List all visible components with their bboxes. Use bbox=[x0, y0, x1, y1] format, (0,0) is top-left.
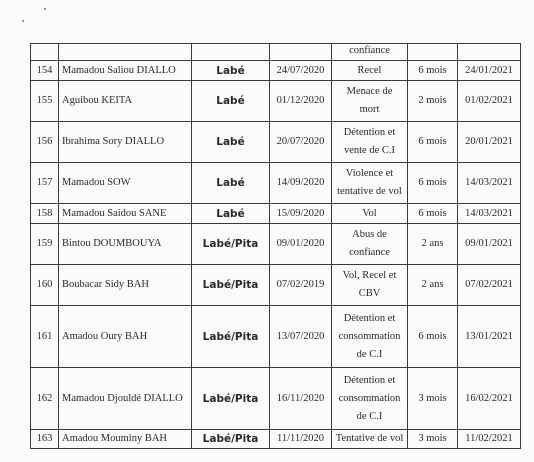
name-cell: Bintou DOUMBOUYA bbox=[59, 224, 192, 265]
duration-cell: 6 mois bbox=[408, 306, 458, 368]
name-cell: Mamadou Saidou SANE bbox=[59, 204, 192, 224]
offense-cell bbox=[332, 430, 408, 449]
offense-cell bbox=[332, 61, 408, 81]
duration-cell: 2 mois bbox=[408, 81, 458, 122]
release-date-cell: 24/01/2021 bbox=[458, 61, 521, 81]
date-cell: 20/07/2020 bbox=[270, 122, 332, 163]
release-date-cell: 16/02/2021 bbox=[458, 368, 521, 430]
duration-cell: 6 mois bbox=[408, 61, 458, 81]
date-cell: 16/11/2020 bbox=[270, 368, 332, 430]
offense-cell: confiance bbox=[332, 44, 408, 61]
table-row bbox=[31, 163, 521, 204]
name-cell: Amadou Oury BAH bbox=[59, 306, 192, 368]
table-row bbox=[31, 204, 521, 224]
offense-line: consommation bbox=[338, 330, 401, 342]
offense-line: mort bbox=[359, 104, 380, 115]
name-cell: Mamadou SOW bbox=[59, 163, 192, 204]
cell-empty bbox=[192, 44, 270, 61]
offense-line: consommation bbox=[338, 392, 401, 404]
duration-cell: 6 mois bbox=[408, 163, 458, 204]
table-row bbox=[31, 368, 521, 430]
offense-line: Détention et bbox=[343, 312, 396, 324]
location-cell: Labé bbox=[192, 81, 270, 122]
table-row bbox=[31, 265, 521, 306]
date-cell: 13/07/2020 bbox=[270, 306, 332, 368]
scan-speck bbox=[44, 8, 46, 10]
release-date-cell: 11/02/2021 bbox=[458, 430, 521, 449]
name-cell: Boubacar Sidy BAH bbox=[59, 265, 192, 306]
offense-line: Abus de bbox=[352, 229, 387, 240]
release-date-cell: 14/03/2021 bbox=[458, 204, 521, 224]
release-date-cell: 14/03/2021 bbox=[458, 163, 521, 204]
table-row bbox=[31, 81, 521, 122]
duration-cell: 2 ans bbox=[408, 224, 458, 265]
release-date-cell: 07/02/2021 bbox=[458, 265, 521, 306]
row-number-cell: 158 bbox=[31, 204, 59, 224]
table-row bbox=[31, 61, 521, 81]
name-cell: Mamadou Saliou DIALLO bbox=[59, 61, 192, 81]
offense-cell bbox=[332, 204, 408, 224]
detainee-register-table bbox=[30, 43, 521, 449]
name-cell: Amadou Mouminy BAH bbox=[59, 430, 192, 449]
location-cell: Labé bbox=[192, 163, 270, 204]
cell-empty bbox=[408, 44, 458, 61]
release-date-cell: 13/01/2021 bbox=[458, 306, 521, 368]
row-number-cell: 161 bbox=[31, 306, 59, 368]
cell-empty bbox=[31, 44, 59, 61]
location-cell: Labé bbox=[192, 204, 270, 224]
cell-empty bbox=[270, 44, 332, 61]
row-number-cell: 159 bbox=[31, 224, 59, 265]
location-cell: Labé/Pita bbox=[192, 265, 270, 306]
name-cell: Aguibou KEITA bbox=[59, 81, 192, 122]
name-cell: Ibrahima Sory DIALLO bbox=[59, 122, 192, 163]
location-cell: Labé/Pita bbox=[192, 368, 270, 430]
offense-line: Détention et bbox=[343, 127, 396, 138]
table-row-continued bbox=[31, 44, 521, 61]
date-cell: 15/09/2020 bbox=[270, 204, 332, 224]
date-cell: 11/11/2020 bbox=[270, 430, 332, 449]
location-cell: Labé/Pita bbox=[192, 306, 270, 368]
offense-line: tentative de vol bbox=[337, 186, 402, 197]
row-number-cell: 156 bbox=[31, 122, 59, 163]
date-cell: 14/09/2020 bbox=[270, 163, 332, 204]
release-date-cell: 01/02/2021 bbox=[458, 81, 521, 122]
offense-line: Vol, Recel et bbox=[342, 270, 397, 281]
table-row bbox=[31, 306, 521, 368]
scan-speck bbox=[22, 20, 24, 22]
name-cell: Mamadou Djouldé DIALLO bbox=[59, 368, 192, 430]
row-number-cell: 155 bbox=[31, 81, 59, 122]
location-cell: Labé/Pita bbox=[192, 224, 270, 265]
date-cell: 01/12/2020 bbox=[270, 81, 332, 122]
offense-cell bbox=[332, 163, 408, 204]
duration-cell: 3 mois bbox=[408, 430, 458, 449]
offense-line: Recel bbox=[357, 64, 382, 76]
offense-cell bbox=[332, 306, 408, 368]
offense-line: vente de C.I bbox=[343, 145, 396, 156]
location-cell: Labé bbox=[192, 61, 270, 81]
offense-line: Détention et bbox=[343, 374, 396, 386]
offense-cell bbox=[332, 224, 408, 265]
table-row bbox=[31, 224, 521, 265]
duration-cell: 3 mois bbox=[408, 368, 458, 430]
duration-cell: 6 mois bbox=[408, 204, 458, 224]
duration-cell: 2 ans bbox=[408, 265, 458, 306]
row-number-cell: 160 bbox=[31, 265, 59, 306]
cell-empty bbox=[458, 44, 521, 61]
offense-line: Violence et bbox=[345, 168, 394, 179]
duration-cell: 6 mois bbox=[408, 122, 458, 163]
release-date-cell: 09/01/2021 bbox=[458, 224, 521, 265]
offense-line: confiance bbox=[349, 247, 390, 258]
offense-line: de C.I bbox=[356, 410, 383, 422]
date-cell: 24/07/2020 bbox=[270, 61, 332, 81]
location-cell: Labé/Pita bbox=[192, 430, 270, 449]
offense-cell bbox=[332, 122, 408, 163]
row-number-cell: 154 bbox=[31, 61, 59, 81]
offense-line: Vol bbox=[362, 207, 377, 219]
offense-line: CBV bbox=[358, 288, 381, 299]
offense-line: Tentative de vol bbox=[335, 433, 404, 444]
table-row bbox=[31, 430, 521, 449]
row-number-cell: 162 bbox=[31, 368, 59, 430]
offense-line: Menace de bbox=[346, 86, 393, 97]
location-cell: Labé bbox=[192, 122, 270, 163]
date-cell: 09/01/2020 bbox=[270, 224, 332, 265]
cell-empty bbox=[59, 44, 192, 61]
release-date-cell: 20/01/2021 bbox=[458, 122, 521, 163]
row-number-cell: 157 bbox=[31, 163, 59, 204]
date-cell: 07/02/2019 bbox=[270, 265, 332, 306]
offense-cell bbox=[332, 81, 408, 122]
offense-cell bbox=[332, 265, 408, 306]
table-row bbox=[31, 122, 521, 163]
offense-line: de C.I bbox=[356, 348, 383, 360]
row-number-cell: 163 bbox=[31, 430, 59, 449]
offense-cell bbox=[332, 368, 408, 430]
